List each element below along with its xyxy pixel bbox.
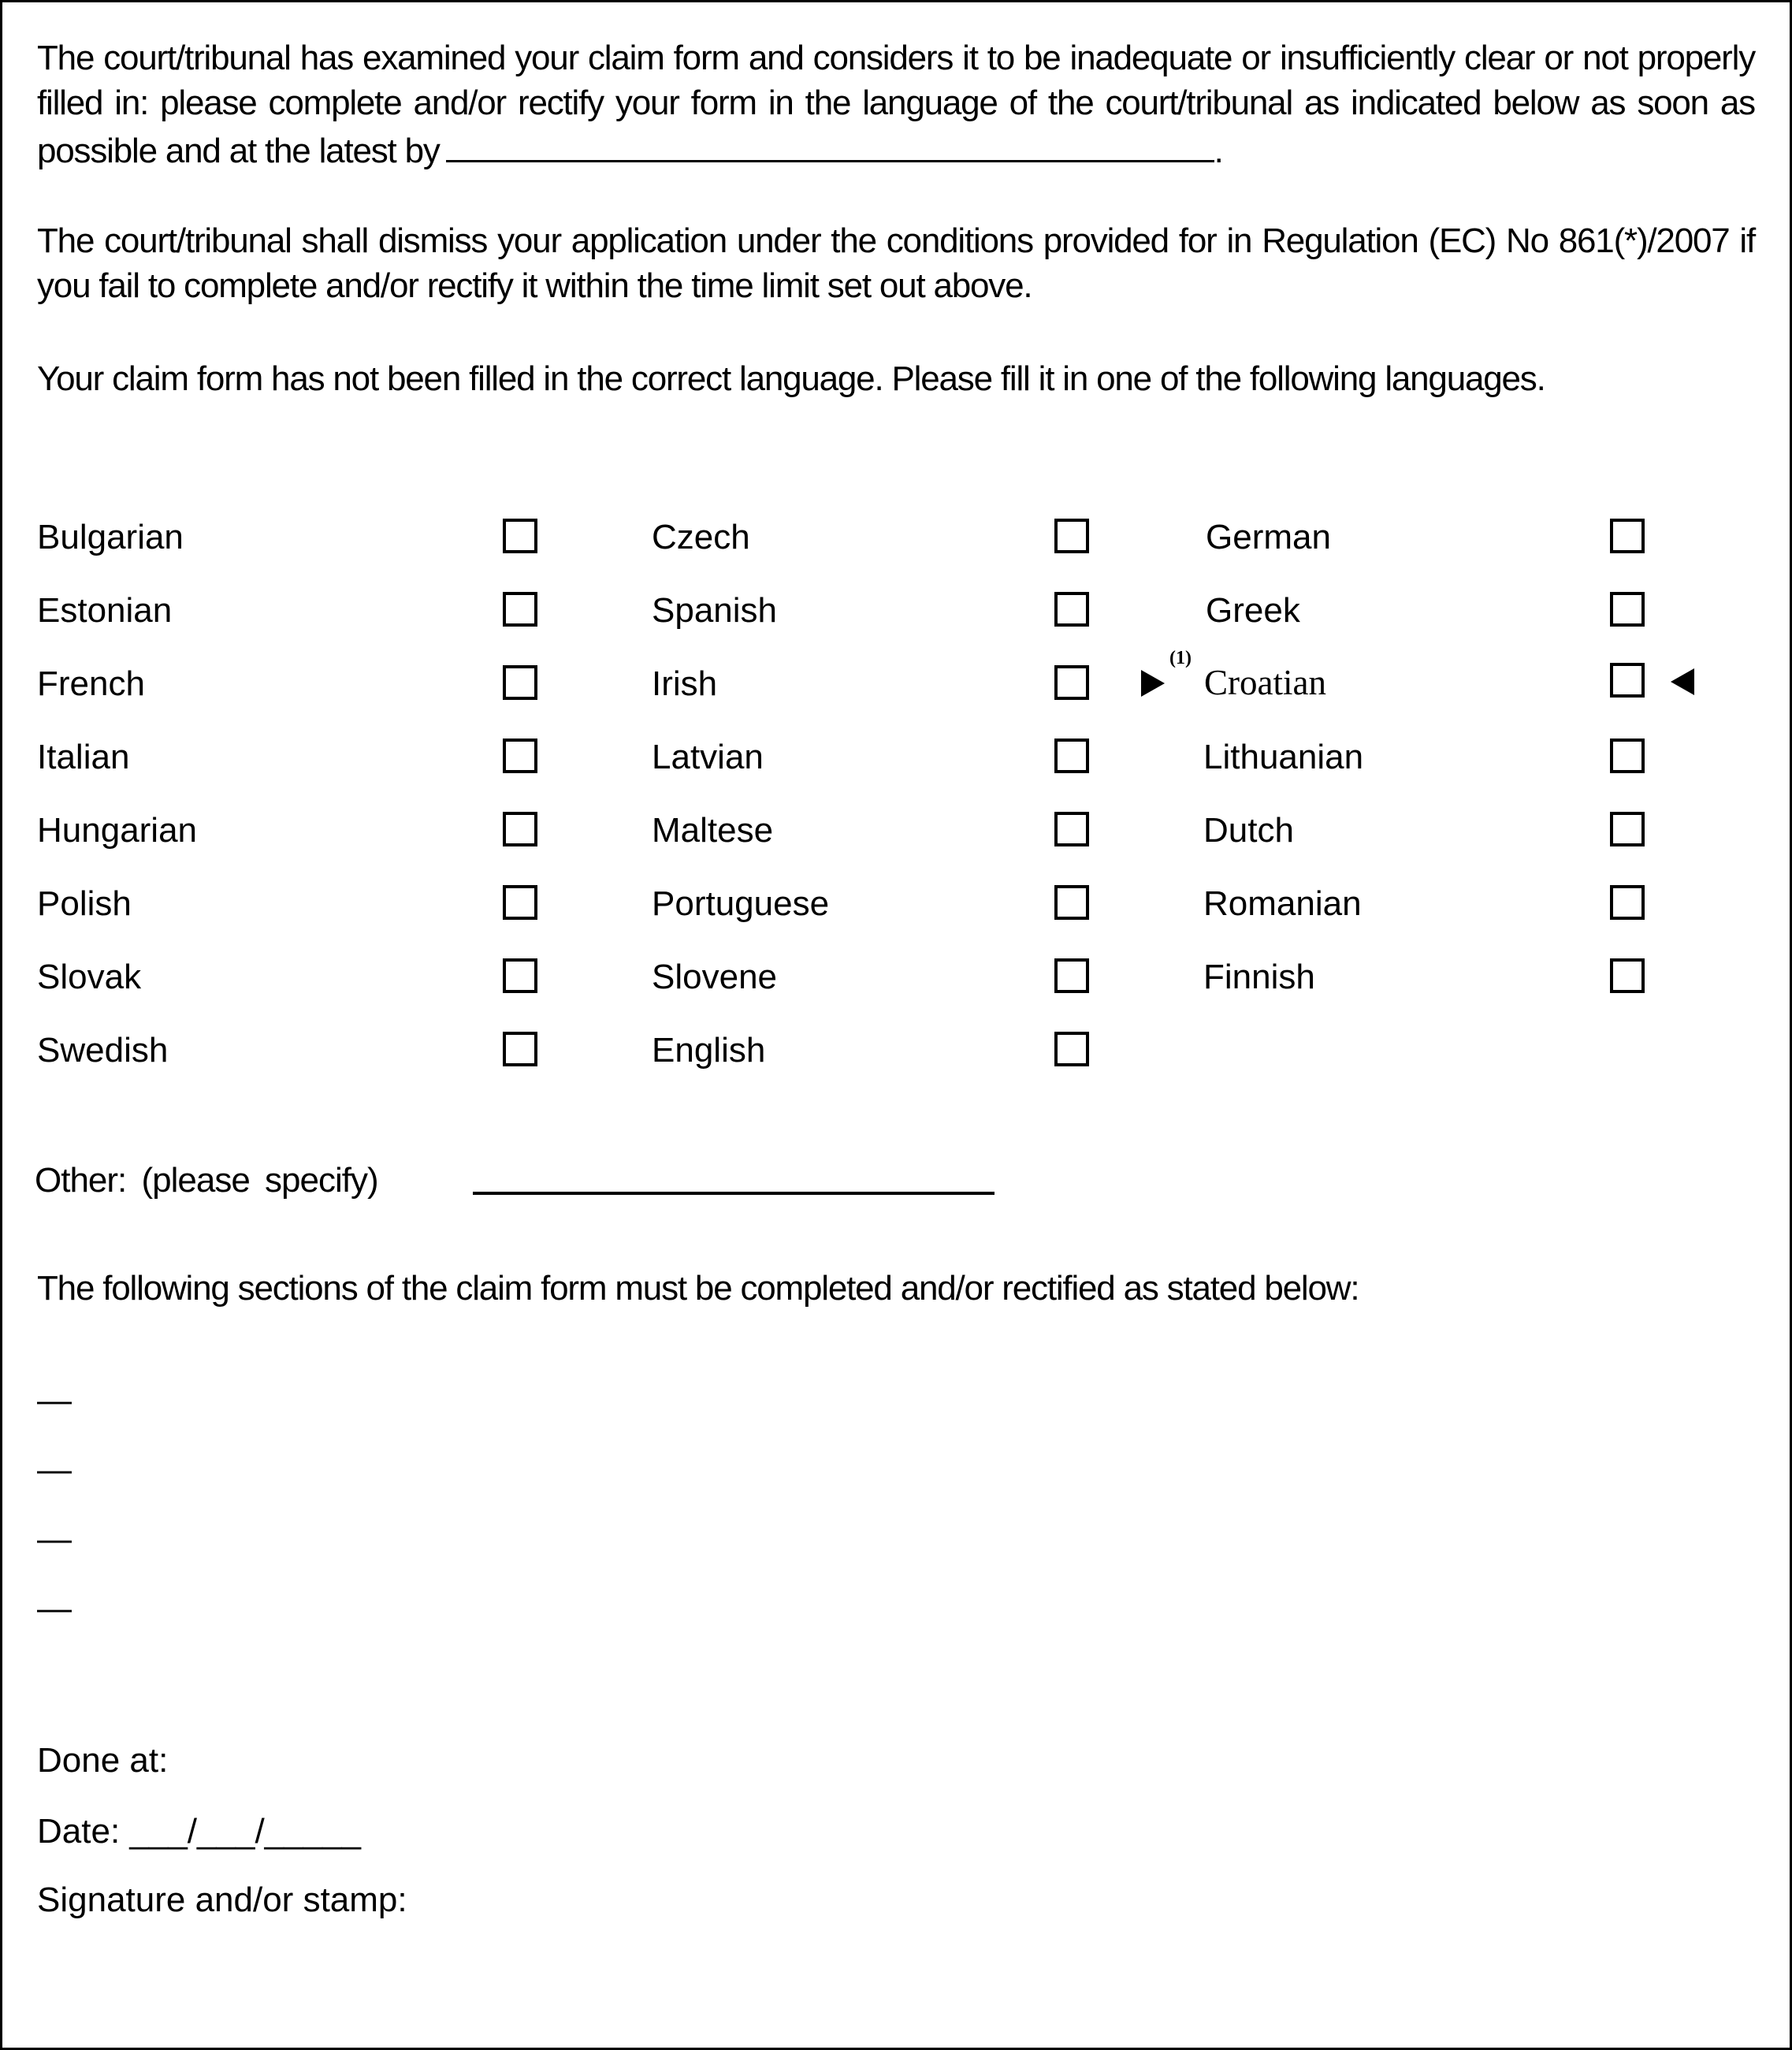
checkbox-irish[interactable] (1054, 665, 1089, 700)
checkbox-portuguese[interactable] (1054, 885, 1089, 920)
intro-paragraph-2: The court/tribunal shall dismiss your application under the conditions provided for in Regulation (EC) No 861(*)/2007 if you fail to complete and/or rectify it within the time limit set out above. (37, 221, 1755, 305)
language-label-estonian: Estonian (37, 591, 173, 630)
section-entry-4[interactable]: — (37, 1589, 72, 1628)
checkbox-slovak[interactable] (503, 958, 537, 993)
checkbox-spanish[interactable] (1054, 592, 1089, 627)
language-label-czech: Czech (652, 518, 750, 556)
checkbox-maltese[interactable] (1054, 812, 1089, 846)
intro-paragraph-1-text: The court/tribunal has examined your claim form and considers it to be inadequate or insufficiently clear or not properly filled in: please complete and/or rectify your form in the language of the court/tribunal as indicated below as soon as possible and at the latest by (37, 39, 1755, 170)
checkbox-hungarian[interactable] (503, 812, 537, 846)
language-label-german: German (1206, 518, 1331, 556)
other-language-field[interactable] (473, 1192, 995, 1195)
language-label-romanian: Romanian (1203, 884, 1362, 923)
checkbox-greek[interactable] (1610, 592, 1645, 627)
language-label-greek: Greek (1206, 591, 1300, 630)
sections-heading: The following sections of the claim form must be completed and/or rectified as stated below: (37, 1269, 1359, 1308)
language-label-french: French (37, 664, 145, 703)
language-label-dutch: Dutch (1203, 811, 1294, 850)
deadline-field[interactable] (446, 125, 1214, 162)
checkbox-swedish[interactable] (503, 1032, 537, 1066)
language-label-lithuanian: Lithuanian (1203, 738, 1364, 776)
checkbox-lithuanian[interactable] (1610, 739, 1645, 773)
checkbox-german[interactable] (1610, 519, 1645, 553)
language-label-italian: Italian (37, 738, 130, 776)
section-entry-1[interactable]: — (37, 1381, 72, 1419)
intro-paragraph-3: Your claim form has not been filled in the correct language. Please fill it in one of the following languages. (37, 359, 1545, 398)
language-label-slovak: Slovak (37, 958, 142, 996)
checkbox-italian[interactable] (503, 739, 537, 773)
insert-marker-end-icon (1671, 668, 1694, 695)
checkbox-bulgarian[interactable] (503, 519, 537, 553)
checkbox-french[interactable] (503, 665, 537, 700)
checkbox-dutch[interactable] (1610, 812, 1645, 846)
checkbox-english[interactable] (1054, 1032, 1089, 1066)
language-label-swedish: Swedish (37, 1031, 169, 1070)
checkbox-czech[interactable] (1054, 519, 1089, 553)
language-label-english: English (652, 1031, 766, 1070)
language-label-slovene: Slovene (652, 958, 778, 996)
language-label-maltese: Maltese (652, 811, 774, 850)
language-label-hungarian: Hungarian (37, 811, 198, 850)
checkbox-slovene[interactable] (1054, 958, 1089, 993)
language-label-croatian: Croatian (1204, 663, 1326, 702)
language-label-portuguese: Portuguese (652, 884, 830, 923)
date-field[interactable]: Date: ___/___/_____ (37, 1812, 362, 1851)
checkbox-finnish[interactable] (1610, 958, 1645, 993)
language-label-latvian: Latvian (652, 738, 764, 776)
section-entry-3[interactable]: — (37, 1520, 72, 1558)
language-label-finnish: Finnish (1203, 958, 1315, 996)
checkbox-latvian[interactable] (1054, 739, 1089, 773)
language-label-bulgarian: Bulgarian (37, 518, 184, 556)
signature-label: Signature and/or stamp: (37, 1881, 407, 1919)
checkbox-estonian[interactable] (503, 592, 537, 627)
checkbox-polish[interactable] (503, 885, 537, 920)
intro-paragraph-1-end: . (1214, 132, 1223, 170)
section-entry-2[interactable]: — (37, 1450, 72, 1489)
checkbox-croatian[interactable] (1610, 663, 1645, 698)
checkbox-romanian[interactable] (1610, 885, 1645, 920)
done-at-label: Done at: (37, 1741, 169, 1780)
intro-paragraph-1 (37, 35, 1755, 173)
language-label-spanish: Spanish (652, 591, 778, 630)
other-language-label: Other: (please specify) (35, 1161, 378, 1200)
language-label-polish: Polish (37, 884, 132, 923)
language-label-irish: Irish (652, 664, 718, 703)
croatian-footnote: (1) (1169, 648, 1192, 668)
insert-marker-start-icon (1141, 670, 1165, 697)
